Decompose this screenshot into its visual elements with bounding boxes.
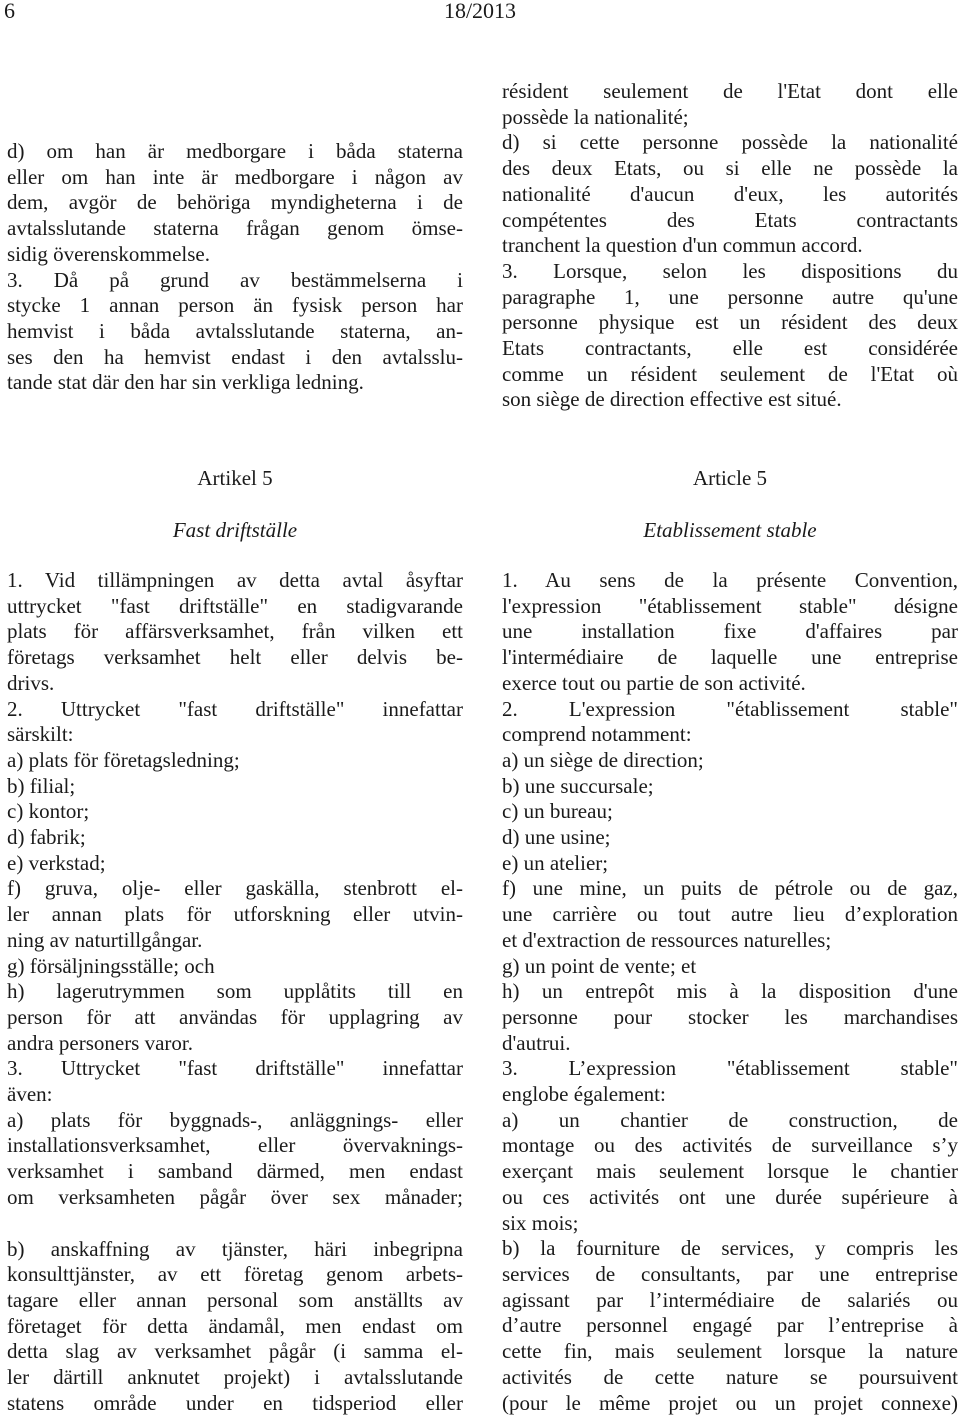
text-line: 1. Vid tillämpningen av detta avtal åsyftar	[7, 568, 463, 592]
text-line: g) un point de vente; et	[502, 953, 697, 978]
french-column-body	[502, 568, 958, 1416]
text-line: paragraphe 1, une personne autre qu'une	[502, 284, 958, 309]
text-line: Etats contractants, elle est considérée	[502, 336, 958, 361]
text-line: e) verkstad;	[7, 850, 106, 875]
text-line: services de consultants, par une entreprise	[502, 1261, 958, 1286]
swedish-column-top	[7, 139, 463, 396]
text-line: företaget för detta ändamål, men endast om	[7, 1313, 463, 1338]
text-line: ler därtill anknutet projekt) i avtalsslutande	[7, 1365, 463, 1390]
page-number: 6	[4, 0, 15, 23]
text-line: six mois;	[502, 1210, 579, 1235]
french-column-top	[502, 79, 958, 413]
text-line: comme un résident seulement de l'Etat où	[502, 361, 958, 386]
text-line: konsulttjänster, av ett företag genom arbets-	[7, 1262, 463, 1287]
text-line: a) un siège de direction;	[502, 747, 704, 772]
text-line: d’autre personnel engagé par l’entreprise à	[502, 1313, 958, 1338]
text-line: ses den ha hemvist endast i den avtalsslu-	[7, 344, 463, 369]
text-line: des deux Etats, ou si elle ne possède la	[502, 156, 958, 181]
text-line: tranchent la question d'un commun accord.	[502, 233, 863, 258]
text-line: stycke 1 annan person än fysisk person har	[7, 293, 463, 318]
text-line: ou ces activités ont une durée supérieure à	[502, 1184, 958, 1209]
text-line: l'expression "établissement stable" désigne	[502, 593, 958, 618]
text-line: hemvist i båda avtalsslutande staterna, an-	[7, 318, 463, 343]
text-line: comprend notamment:	[502, 722, 692, 747]
text-line: activités de cette nature se poursuivent	[502, 1364, 958, 1389]
text-line: nationalité d'aucun d'eux, les autorités	[502, 181, 958, 206]
text-line: verksamhet i samband därmed, men endast	[7, 1159, 463, 1184]
text-line: avtalsslutande staterna frågan genom ömse-	[7, 216, 463, 241]
text-line: f) une mine, un puits de pétrole ou de gaz,	[502, 876, 958, 901]
text-line: d) une usine;	[502, 825, 611, 850]
text-line: d) si cette personne possède la nationalité	[502, 130, 958, 155]
text-line: särskilt:	[7, 722, 74, 747]
swedish-article-subtitle: Fast driftställe	[172, 518, 298, 542]
text-line: drivs.	[7, 670, 55, 695]
text-line: a) un chantier de construction, de	[502, 1107, 958, 1132]
text-line: une carrière ou tout autre lieu d’exploration	[502, 902, 958, 927]
text-line: personne physique est un résident des deux	[502, 310, 958, 335]
text-line: 2. Uttrycket "fast driftställe" innefattar	[7, 696, 463, 721]
text-line: uttrycket "fast driftställe" en stadigvarande	[7, 593, 463, 618]
french-article-title: Article 5	[692, 466, 768, 490]
text-line: andra personers varor.	[7, 1030, 194, 1055]
text-line: 3. Uttrycket "fast driftställe" innefattar	[7, 1056, 463, 1081]
text-line: montage ou des activités de surveillance s’y	[502, 1133, 958, 1158]
text-line: a) plats för byggnads-, anläggnings- eller	[7, 1107, 463, 1132]
text-line: a) plats för företagsledning;	[7, 747, 240, 772]
text-line: företags verksamhet helt eller delvis be-	[7, 645, 463, 670]
text-line: b) filial;	[7, 773, 76, 798]
text-line: (pour le même projet ou un projet connexe)	[502, 1390, 958, 1415]
text-line: detta slag av verksamhet pågår (i samma el-	[7, 1339, 463, 1364]
text-line: plats för affärsverksamhet, från vilken ett	[7, 619, 463, 644]
text-line: son siège de direction effective est situé.	[502, 387, 842, 412]
text-line: 1. Au sens de la présente Convention,	[502, 568, 958, 592]
text-line: 3. Lorsque, selon les dispositions du	[502, 258, 958, 283]
text-line: agissant par l’intermédiaire de salariés ou	[502, 1287, 958, 1312]
text-line: ning av naturtillgångar.	[7, 927, 203, 952]
text-line: b) la fourniture de services, y compris les	[502, 1236, 958, 1261]
text-line: installationsverksamhet, eller övervaknings-	[7, 1133, 463, 1158]
text-line: h) lagerutrymmen som upplåtits till en	[7, 979, 463, 1004]
text-line: exerçant mais seulement lorsque le chantier	[502, 1159, 958, 1184]
text-line: d) fabrik;	[7, 825, 86, 850]
text-line: ler annan plats för utforskning eller utvin-	[7, 902, 463, 927]
text-line: résident seulement de l'Etat dont elle	[502, 79, 958, 103]
text-line: tande stat där den har sin verkliga ledning.	[7, 370, 364, 395]
text-line: l'intermédiaire de laquelle une entreprise	[502, 645, 958, 670]
text-line: cette fin, mais seulement lorsque la nature	[502, 1339, 958, 1364]
blank-line	[7, 1211, 463, 1237]
text-line: 3. Då på grund av bestämmelserna i	[7, 267, 463, 292]
text-line: b) anskaffning av tjänster, häri inbegripna	[7, 1236, 463, 1261]
text-line: d) om han är medborgare i båda staterna	[7, 139, 463, 163]
text-line: g) försäljningsställe; och	[7, 953, 215, 978]
text-line: 2. L'expression "établissement stable"	[502, 696, 958, 721]
text-line: englobe également:	[502, 1082, 666, 1107]
text-line: d'autrui.	[502, 1030, 571, 1055]
text-line: personne pour stocker les marchandises	[502, 1004, 958, 1029]
text-line: eller om han inte är medborgare i någon av	[7, 164, 463, 189]
text-line: person för att användas för upplagring av	[7, 1004, 463, 1029]
swedish-article-title: Artikel 5	[197, 466, 273, 490]
text-line: 3. L’expression "établissement stable"	[502, 1056, 958, 1081]
text-line: c) un bureau;	[502, 799, 613, 824]
text-line: även:	[7, 1082, 53, 1107]
text-line: exerce tout ou partie de son activité.	[502, 670, 806, 695]
text-line: c) kontor;	[7, 799, 90, 824]
swedish-column-body	[7, 568, 463, 1417]
text-line: et d'extraction de ressources naturelles;	[502, 927, 832, 952]
french-article-subtitle: Etablissement stable	[643, 518, 817, 542]
text-line: f) gruva, olje- eller gaskälla, stenbrott el-	[7, 876, 463, 901]
text-line: dem, avgör de behöriga myndigheterna i de	[7, 190, 463, 215]
text-line: b) une succursale;	[502, 773, 654, 798]
text-line: une installation fixe d'affaires par	[502, 619, 958, 644]
text-line: sidig överenskommelse.	[7, 241, 210, 266]
text-line: om verksamheten pågår över sex månader;	[7, 1184, 463, 1209]
text-line: compétentes des Etats contractants	[502, 207, 958, 232]
text-line: h) un entrepôt mis à la disposition d'une	[502, 979, 958, 1004]
text-line: statens område under en tidsperiod eller	[7, 1390, 463, 1415]
text-line: e) un atelier;	[502, 850, 609, 875]
text-line: tagare eller annan personal som anställts av	[7, 1287, 463, 1312]
text-line: possède la nationalité;	[502, 104, 689, 129]
issue-number: 18/2013	[443, 0, 517, 23]
